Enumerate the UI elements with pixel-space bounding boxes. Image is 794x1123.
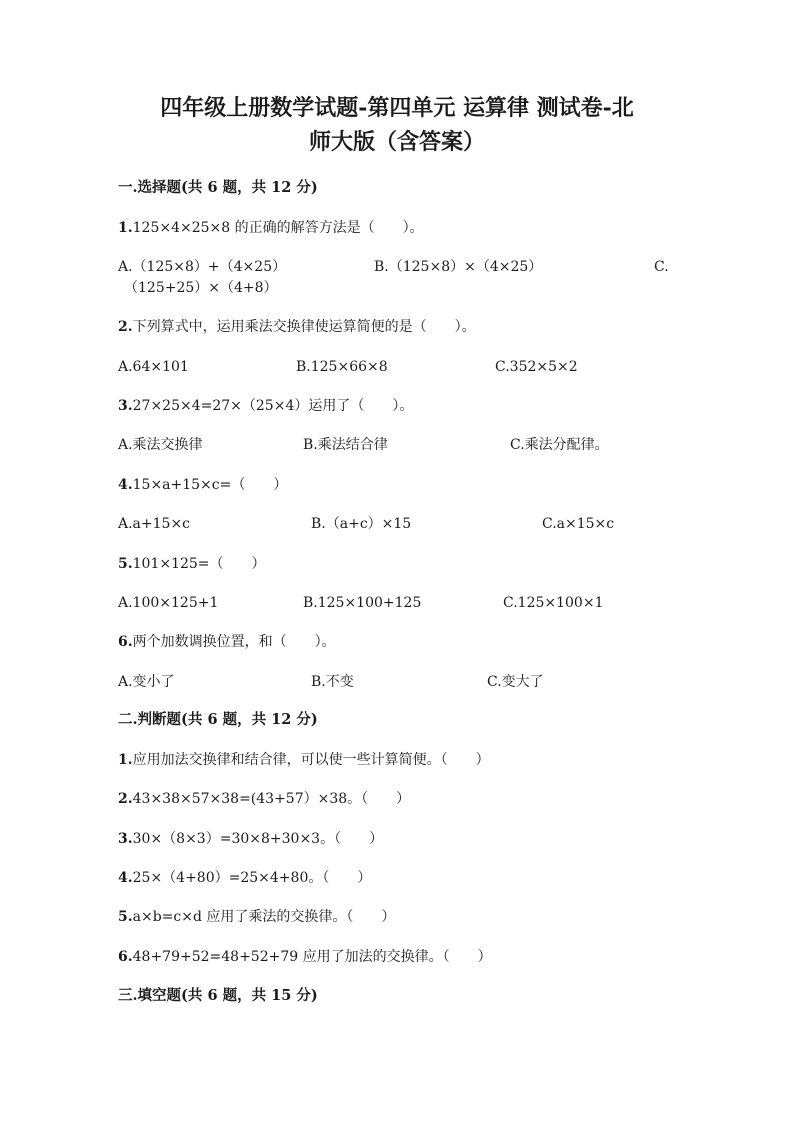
option-b: B.（125×8）×（4×25） [374,259,543,275]
question-1-1 [118,218,424,238]
option-c: C.352×5×2 [495,359,578,375]
question-number: 3. [118,398,133,414]
question-1-6 [118,632,336,652]
option-b: B.不变 [311,674,354,690]
page-title-line-1: 四年级上册数学试题-第四单元 运算律 测试卷-北 [160,95,634,121]
question-text: 15×a+15×c=（ ） [132,477,288,493]
question-number: 2. [118,319,133,335]
option-c: C.a×15×c [542,516,615,532]
option-c-text: （125+25）×（4+8） [124,280,278,296]
option-a: A.变小了 [118,674,175,690]
option-a: A.乘法交换律 [118,437,203,453]
question-text: 43×38×57×38=(43+57）×38。（ ） [132,791,411,807]
question-text: 48+79+52=48+52+79 应用了加法的交换律。（ ） [132,949,492,965]
question-text: 下列算式中，运用乘法交换律使运算简便的是（ ）。 [132,319,476,335]
question-text: 101×125=（ ） [132,556,266,572]
question-number: 4. [118,870,133,886]
question-number: 6. [118,949,133,965]
option-a: A.（125×8）+（4×25） [118,259,287,275]
question-number: 5. [118,909,133,925]
question-2-1 [118,750,490,770]
question-text: 应用加法交换律和结合律，可以使一些计算简便。（ ） [132,752,490,768]
page-title-line-2: 师大版（含答案） [308,129,485,155]
question-1-4 [118,475,287,495]
question-number: 4. [118,477,133,493]
option-b: B.乘法结合律 [303,437,388,453]
section-heading-choice: 一.选择题(共 6 题，共 12 分) [118,179,318,196]
question-text: 两个加数调换位置，和（ ）。 [132,634,336,650]
question-1-2 [118,317,476,337]
option-a: A.a+15×c [118,516,191,532]
question-1-3 [118,396,413,416]
question-2-4 [118,868,371,888]
option-c: C.125×100×1 [503,595,604,611]
option-c: C.乘法分配律。 [510,437,609,453]
option-a: A.64×101 [118,359,189,375]
option-c: C.变大了 [487,674,544,690]
option-c-label: C. [654,259,669,275]
question-text: 27×25×4=27×（25×4）运用了（ ）。 [132,398,414,414]
section-heading-true-false: 二.判断题(共 6 题，共 12 分) [118,711,318,728]
question-2-5 [118,907,395,927]
question-2-3 [118,829,383,849]
option-b: B.125×100+125 [303,595,422,611]
question-text: a×b=c×d 应用了乘法的交换律。（ ） [132,909,396,925]
question-number: 2. [118,791,133,807]
question-number: 3. [118,831,133,847]
question-text: 30×（8×3）=30×8+30×3。（ ） [132,831,384,847]
question-text: 25×（4+80）=25×4+80。（ ） [132,870,372,886]
option-b: B.（a+c）×15 [311,516,412,532]
section-heading-fill-in: 三.填空题(共 6 题，共 15 分) [118,987,318,1004]
question-2-6 [118,947,492,967]
option-b: B.125×66×8 [296,359,388,375]
option-a: A.100×125+1 [118,595,219,611]
question-number: 5. [118,556,133,572]
question-number: 1. [118,220,133,236]
question-1-5 [118,554,266,574]
question-number: 1. [118,752,133,768]
question-2-2 [118,789,410,809]
question-number: 6. [118,634,133,650]
question-text: 125×4×25×8 的正确的解答方法是（ ）。 [132,220,424,236]
